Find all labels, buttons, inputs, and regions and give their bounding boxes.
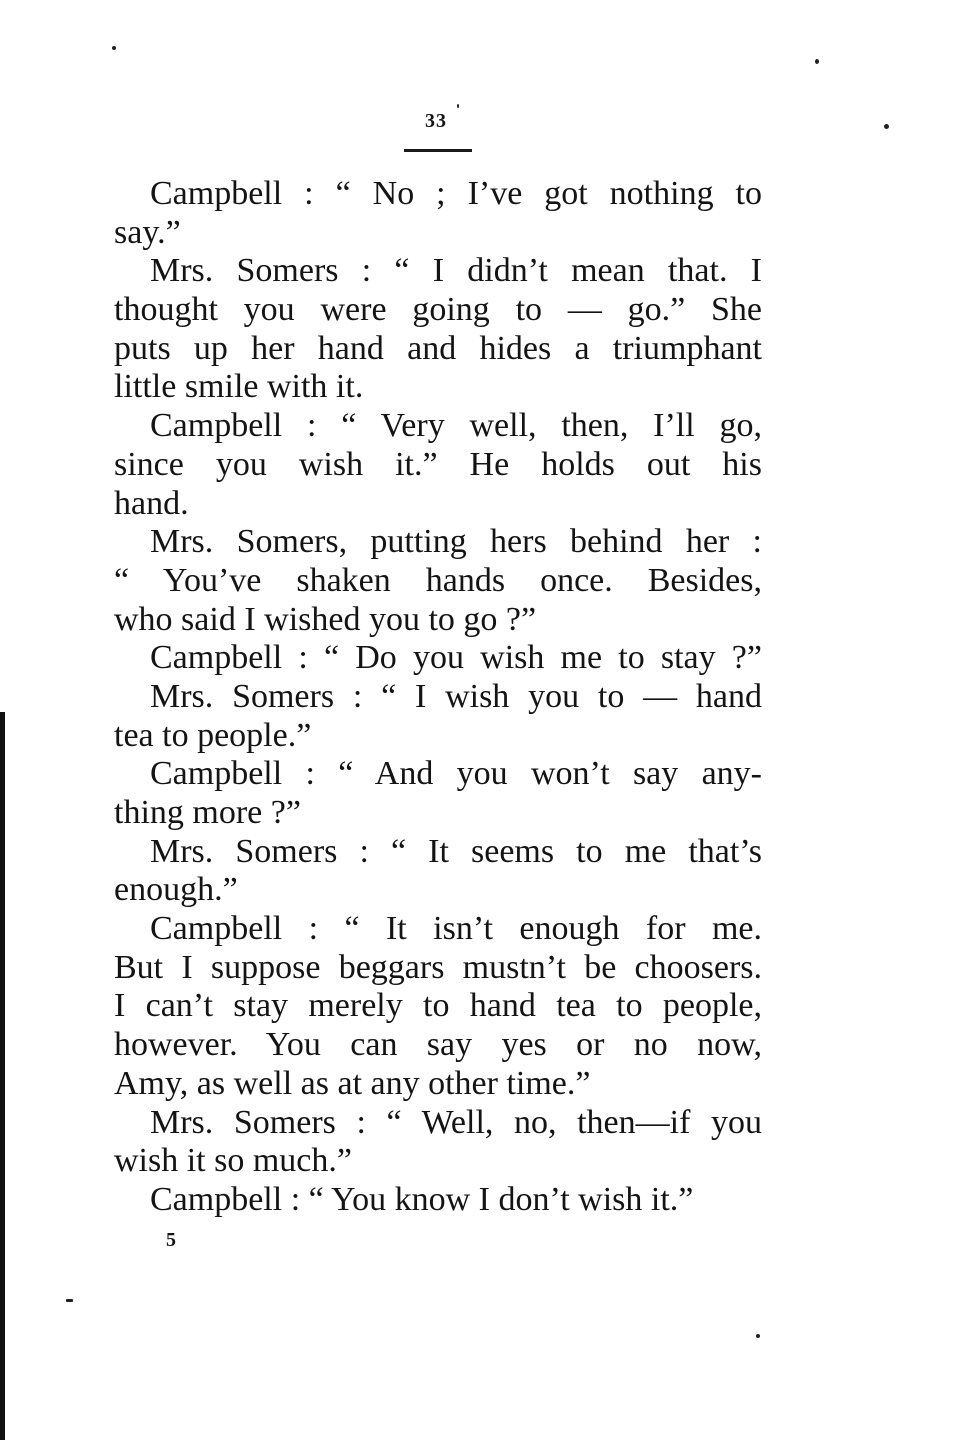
ink-speck	[884, 124, 889, 129]
text-line: who said I wished you to go ?”	[114, 600, 537, 638]
text-line: Campbell : “ You know I don’t wish it.”	[150, 1180, 694, 1218]
page-number: 33	[425, 110, 447, 132]
text-line: hand.	[114, 484, 189, 522]
page-binding-edge	[0, 712, 5, 1440]
text-line: Amy, as well as at any other time.”	[114, 1064, 591, 1102]
text-line: say.”	[114, 213, 181, 251]
ink-speck	[756, 1334, 760, 1338]
text-line: But I suppose beggars mustn’t be choosers.	[114, 948, 762, 986]
text-line: Mrs. Somers : “ I wish you to — hand	[150, 677, 762, 715]
ink-speck	[66, 1299, 73, 1302]
text-line: wish it so much.”	[114, 1142, 352, 1180]
text-line: little smile with it.	[114, 368, 364, 406]
body-text	[114, 175, 762, 1220]
text-line: Mrs. Somers : “ I didn’t mean that. I	[150, 252, 762, 290]
page-number-rule	[404, 149, 472, 152]
text-line: “ You’ve shaken hands once. Besides,	[114, 561, 762, 599]
text-line: however. You can say yes or no now,	[114, 1026, 762, 1064]
text-line: Campbell : “ And you won’t say any-	[150, 755, 762, 793]
ink-speck	[112, 46, 116, 50]
ink-speck	[457, 104, 459, 108]
text-line: I can’t stay merely to hand tea to people,	[114, 987, 762, 1025]
text-line: Campbell : “ It isn’t enough for me.	[150, 910, 762, 948]
text-line: puts up her hand and hides a triumphant	[114, 329, 762, 367]
text-line: since you wish it.” He holds out his	[114, 445, 762, 483]
text-line: thing more ?”	[114, 794, 301, 831]
text-line: tea to people.”	[114, 716, 312, 754]
text-line: Mrs. Somers : “ Well, no, then—if you	[150, 1103, 762, 1141]
text-line: enough.”	[114, 871, 238, 909]
text-line: thought you were going to — go.” She	[114, 291, 762, 329]
text-line: Campbell : “ No ; I’ve got nothing to	[150, 175, 762, 212]
text-line: Campbell : “ Do you wish me to stay ?”	[150, 639, 762, 677]
ink-speck	[815, 59, 819, 64]
text-line: Mrs. Somers, putting hers behind her :	[150, 523, 762, 561]
text-line: Campbell : “ Very well, then, I’ll go,	[150, 407, 762, 445]
signature-mark: 5	[166, 1229, 176, 1251]
text-line: Mrs. Somers : “ It seems to me that’s	[150, 832, 762, 870]
